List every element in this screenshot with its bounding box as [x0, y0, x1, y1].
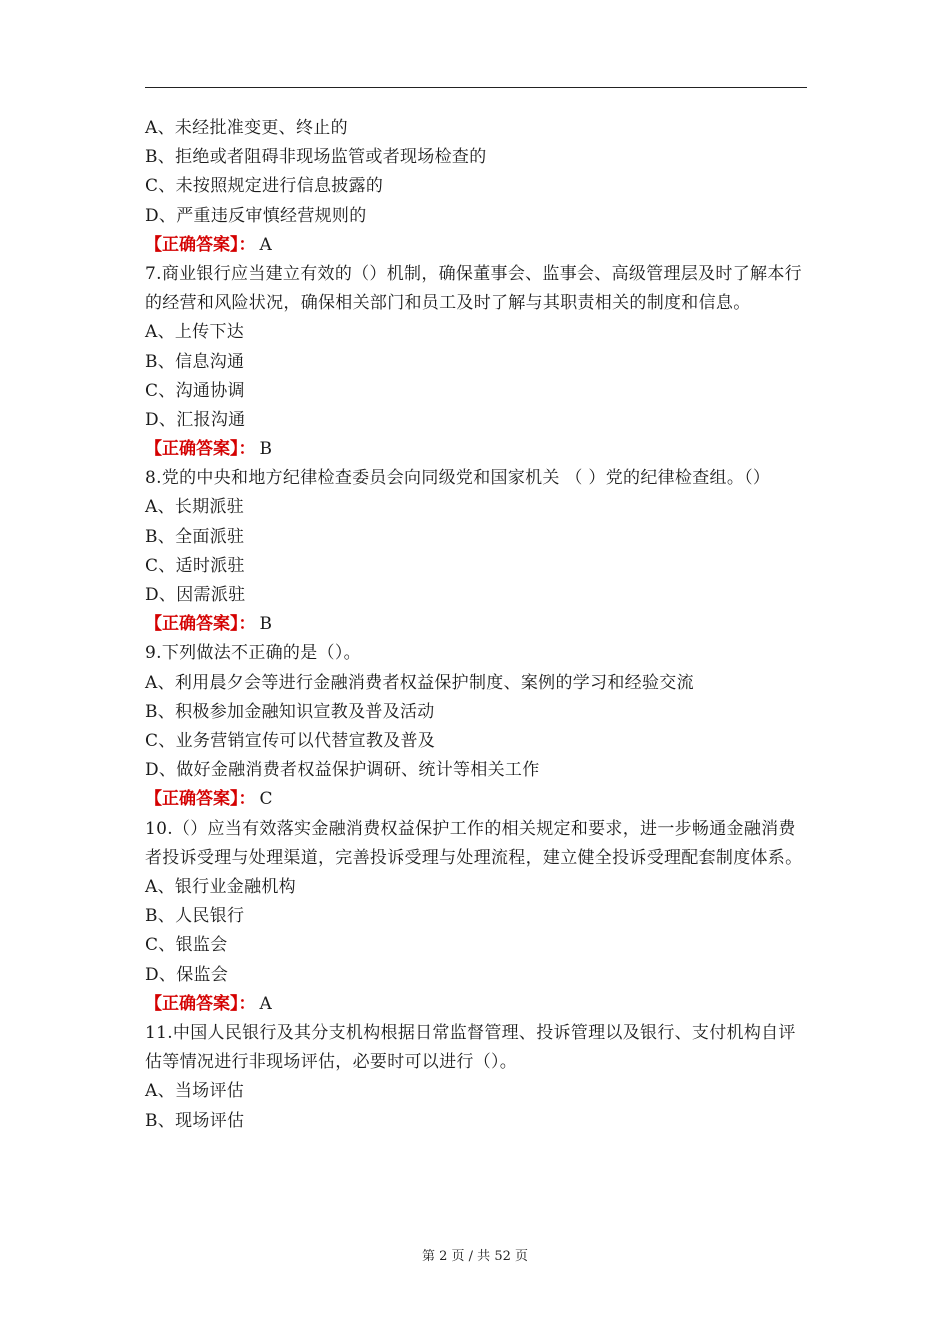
option-item: B、拒绝或者阻碍非现场监管或者现场检查的 [145, 147, 487, 168]
option-item: B、全面派驻 [145, 526, 245, 547]
option-item: B、现场评估 [145, 1110, 245, 1131]
answer-label: 【正确答案】： [145, 234, 256, 255]
answer-label: 【正确答案】： [145, 789, 256, 810]
option-item: C、沟通协调 [145, 380, 245, 401]
option-item: D、严重违反审慎经营规则的 [145, 205, 367, 226]
option-item: D、做好金融消费者权益保护调研、统计等相关工作 [145, 760, 540, 781]
answer-value: C [259, 789, 273, 810]
answer-label: 【正确答案】： [145, 614, 256, 635]
option-item: D、保监会 [145, 964, 229, 985]
option-item: D、因需派驻 [145, 585, 246, 606]
answer-line [145, 231, 807, 260]
answer-label: 【正确答案】： [145, 993, 256, 1014]
option-item: A、长期派驻 [145, 497, 245, 518]
page-footer: 第 2 页 / 共 52 页 [422, 1249, 528, 1264]
answer-value: A [259, 993, 272, 1014]
option-item: C、未按照规定进行信息披露的 [145, 176, 384, 197]
option-item: C、适时派驻 [145, 555, 245, 576]
option-item: C、业务营销宣传可以代替宣教及普及 [145, 731, 436, 751]
answer-label: 【正确答案】： [145, 439, 256, 460]
option-item: C、银监会 [145, 935, 228, 956]
header-rule [145, 87, 807, 88]
option-item: B、积极参加金融知识宣教及普及活动 [145, 701, 435, 722]
question-text: 7.商业银行应当建立有效的（）机制，确保董事会、监事会、高级管理层及时了解本行的经营和风险状况，确保相关部门和员工及时了解与其职责相关的制度和信息。 [145, 263, 802, 314]
option-item: B、信息沟通 [145, 351, 245, 372]
answer-line [145, 990, 807, 1019]
answer-line [145, 435, 807, 464]
answer-value: B [259, 439, 272, 460]
answer-line [145, 610, 807, 639]
question-text: 9.下列做法不正确的是（）。 [145, 643, 361, 664]
question-text: 8.党的中央和地方纪律检查委员会向同级党和国家机关 （ ）党的纪律检查组。（） [145, 468, 771, 489]
question-text: 10.（）应当有效落实金融消费权益保护工作的相关规定和要求，进一步畅通金融消费者投诉受理与处理渠道，完善投诉受理与处理流程，建立健全投诉受理配套制度体系。 [145, 818, 803, 868]
option-item: D、汇报沟通 [145, 409, 246, 430]
answer-value: B [259, 614, 272, 635]
option-item: A、银行业金融机构 [145, 876, 296, 897]
answer-value: A [259, 234, 272, 255]
document-body [145, 114, 807, 1136]
option-item: A、当场评估 [145, 1081, 245, 1102]
option-item: A、上传下达 [145, 322, 245, 343]
option-item: B、人民银行 [145, 906, 245, 927]
answer-line [145, 785, 807, 814]
question-text: 11.中国人民银行及其分支机构根据日常监督管理、投诉管理以及银行、支付机构自评估等情况进行非现场评估，必要时可以进行（）。 [145, 1022, 796, 1073]
option-item: A、未经批准变更、终止的 [145, 118, 348, 138]
option-item: A、利用晨夕会等进行金融消费者权益保护制度、案例的学习和经验交流 [145, 672, 694, 693]
